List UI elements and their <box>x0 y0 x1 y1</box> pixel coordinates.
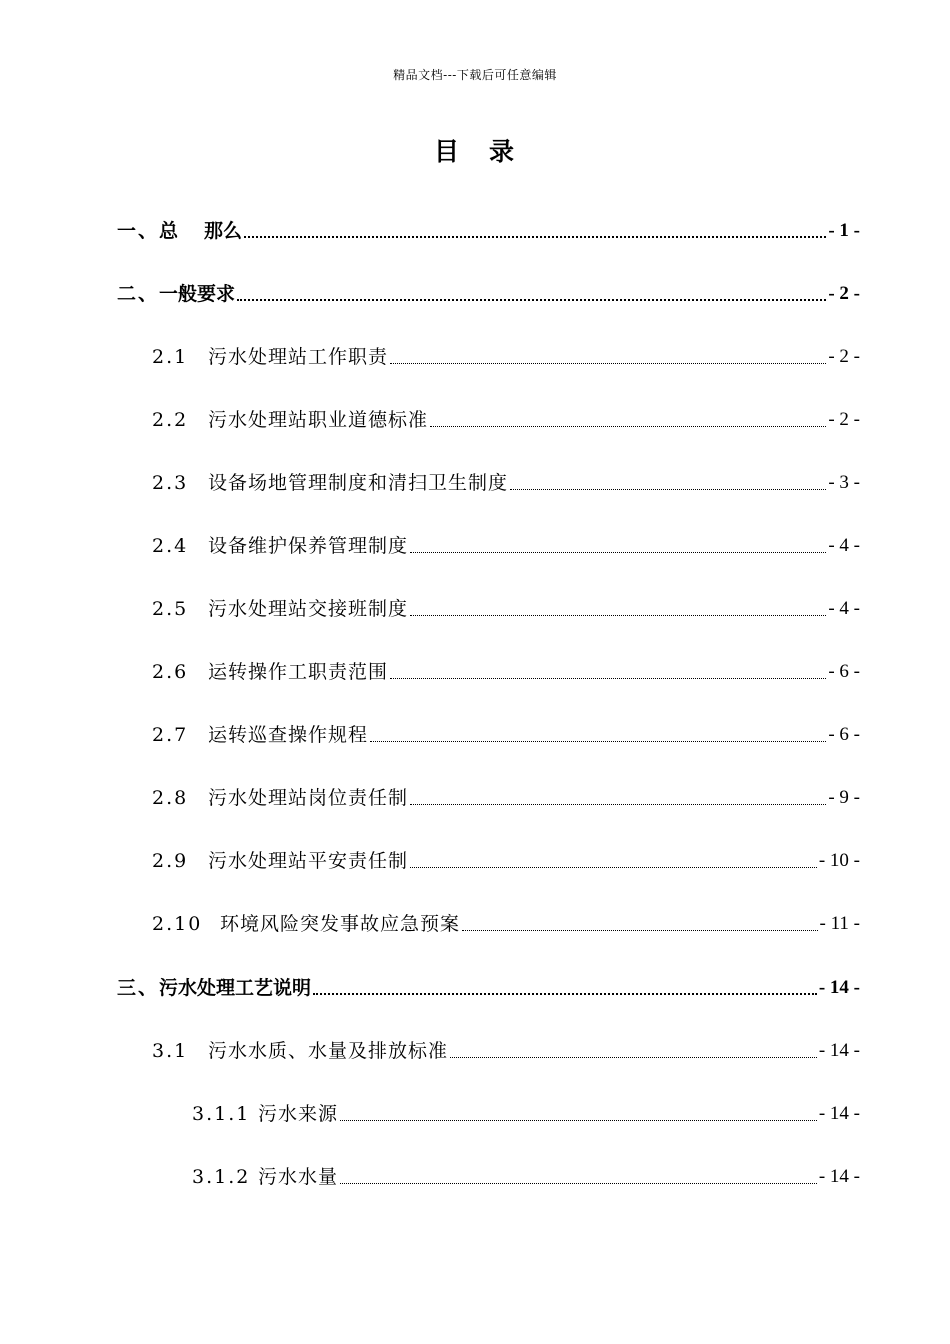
toc-entry-page: - 10 - <box>818 850 860 871</box>
toc-entry-label: 设备维护保养管理制度 <box>208 535 409 557</box>
toc-entry-number: 2.3 <box>152 472 189 494</box>
toc-entry-label: 总 那么 <box>159 220 243 242</box>
toc-entry-label: 污水处理站工作职责 <box>208 346 389 368</box>
toc-entry-label: 污水处理站平安责任制 <box>208 850 409 872</box>
toc-entry-label: 环境风险突发事故应急预案 <box>220 913 461 935</box>
toc-entry-label: 污水水质、水量及排放标准 <box>208 1040 449 1062</box>
toc-dot-leader <box>340 1183 817 1184</box>
toc-dot-leader <box>390 363 826 364</box>
toc-entry-2[interactable] <box>117 279 860 309</box>
toc-entry-2-3[interactable] <box>152 468 860 498</box>
toc-entry-number: 三、 <box>117 977 160 999</box>
toc-entry-label: 运转巡查操作规程 <box>208 724 369 746</box>
toc-dot-leader <box>430 426 826 427</box>
toc-entry-2-9[interactable] <box>152 846 860 876</box>
toc-dot-leader <box>340 1120 817 1121</box>
toc-dot-leader <box>313 993 817 995</box>
toc-entry-3-1-1[interactable] <box>192 1099 860 1129</box>
toc-entry-page: - 4 - <box>828 535 860 556</box>
toc-dot-leader <box>510 489 826 490</box>
toc-entry-label: 污水来源 <box>258 1103 339 1125</box>
toc-entry-page: - 1 - <box>828 220 860 241</box>
toc-dot-leader <box>410 615 826 616</box>
toc-entry-2-7[interactable] <box>152 720 860 750</box>
toc-entry-label: 设备场地管理制度和清扫卫生制度 <box>208 472 509 494</box>
toc-entry-page: - 2 - <box>828 346 860 367</box>
toc-entry-number: 2.1 <box>152 346 189 368</box>
toc-entry-3[interactable] <box>117 973 860 1003</box>
toc-entry-number: 2.8 <box>152 787 189 809</box>
toc-entry-3-1[interactable] <box>152 1036 860 1066</box>
toc-title-left: 目 <box>433 137 461 166</box>
toc-entry-number: 2.2 <box>152 409 189 431</box>
toc-entry-number: 2.6 <box>152 661 189 683</box>
toc-entry-label: 污水处理站职业道德标准 <box>208 409 429 431</box>
toc-entry-number: 2.10 <box>152 913 203 935</box>
toc-entry-3-1-2[interactable] <box>192 1162 860 1192</box>
toc-entry-page: - 14 - <box>818 1103 860 1124</box>
toc-entry-label: 运转操作工职责范围 <box>208 661 389 683</box>
toc-entry-label: 污水处理工艺说明 <box>159 977 312 999</box>
toc-entry-2-2[interactable] <box>152 405 860 435</box>
toc-entry-page: - 6 - <box>828 724 860 745</box>
toc-dot-leader <box>450 1057 817 1058</box>
toc-entry-page: - 6 - <box>828 661 860 682</box>
toc-dot-leader <box>237 299 826 301</box>
toc-entry-1[interactable] <box>117 216 860 246</box>
toc-entry-page: - 2 - <box>828 409 860 430</box>
toc-dot-leader <box>410 552 826 553</box>
toc-dot-leader <box>410 804 826 805</box>
toc-entry-number: 2.4 <box>152 535 189 557</box>
toc-entry-page: - 14 - <box>818 1166 860 1187</box>
toc-dot-leader <box>390 678 826 679</box>
toc-entry-page: - 4 - <box>828 598 860 619</box>
toc-entry-number: 3.1 <box>152 1040 189 1062</box>
toc-title-right: 录 <box>489 137 517 166</box>
toc-entry-number: 二、 <box>117 283 160 305</box>
toc-entry-2-10[interactable] <box>152 909 860 939</box>
toc-entry-number: 2.9 <box>152 850 189 872</box>
toc-entry-number: 2.7 <box>152 724 189 746</box>
toc-entry-2-8[interactable] <box>152 783 860 813</box>
toc-entry-number: 2.5 <box>152 598 189 620</box>
toc-entry-page: - 2 - <box>828 283 860 304</box>
toc-entry-number: 一、 <box>117 220 160 242</box>
toc-entry-page: - 9 - <box>828 787 860 808</box>
toc-entry-page: - 14 - <box>818 1040 860 1061</box>
toc-entry-2-1[interactable] <box>152 342 860 372</box>
toc-entry-2-4[interactable] <box>152 531 860 561</box>
toc-dot-leader <box>370 741 826 742</box>
toc-entry-number: 3.1.1 <box>192 1103 251 1125</box>
toc-entry-label: 污水水量 <box>258 1166 339 1188</box>
toc-entry-label: 污水处理站交接班制度 <box>208 598 409 620</box>
toc-entry-page: - 14 - <box>818 977 860 998</box>
toc-entry-label: 污水处理站岗位责任制 <box>208 787 409 809</box>
toc-dot-leader <box>244 236 826 238</box>
toc-dot-leader <box>410 867 817 868</box>
toc-entry-label: 一般要求 <box>159 283 236 305</box>
toc-entry-2-5[interactable] <box>152 594 860 624</box>
toc-entry-2-6[interactable] <box>152 657 860 687</box>
toc-entry-number: 3.1.2 <box>192 1166 251 1188</box>
toc-dot-leader <box>462 930 818 931</box>
toc-entry-page: - 3 - <box>828 472 860 493</box>
page-header: 精品文档---下载后可任意编辑 <box>393 68 557 82</box>
toc-entry-page: - 11 - <box>819 913 860 934</box>
